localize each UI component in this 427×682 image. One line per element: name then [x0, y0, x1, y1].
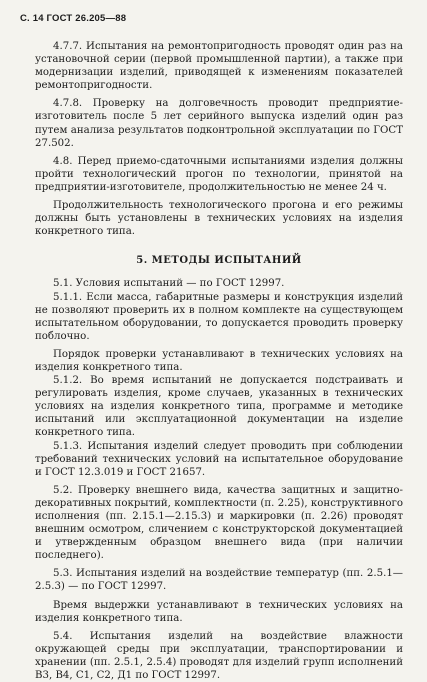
- paragraph: 4.7.8. Проверку на долговечность проводит предприятие-изготовитель после 5 лет серийного выпуска изделий один раз путем анализа результатов подконтрольной эксплуатации по ГОСТ 27.502.: [35, 98, 403, 149]
- paragraph: 5.1.1. Если масса, габаритные размеры и конструкция изделий не позволяют проверить их в полном комплекте на существующем испытательном оборудовании, то допускается проводить проверку поблочно.: [35, 291, 403, 342]
- paragraph: 5.3. Испытания изделий на воздействие температур (пп. 2.5.1—2.5.3) — по ГОСТ 12997.: [35, 568, 403, 593]
- paragraph: 5.2. Проверку внешнего вида, качества защитных и защитно-декоративных покрытий, комплектности (п. 2.25), конструктивного исполнения (пп. 2.15.1—2.15.3) и маркировки (п. 2.26) проводят внешним осмотром, сличением с конструкторской документацией и утвержденным образцом внешнего вида (при наличии последнего).: [35, 484, 403, 562]
- page-header: С. 14 ГОСТ 26.205—88: [20, 13, 127, 24]
- paragraph: 5.4. Испытания изделий на воздействие влажности окружающей среды при эксплуатации, транспортировании и хранении (пп. 2.5.1, 2.5.4) проводят для изделий групп исполнений В3, В4, С1, С2, Д1 по ГОСТ 12997.: [35, 630, 403, 682]
- paragraph: 5.1.3. Испытания изделий следует проводить при соблюдении требований технических условий на испытательное оборудование и ГОСТ 12.3.019 и ГОСТ 21657.: [35, 440, 403, 478]
- section-title: 5. МЕТОДЫ ИСПЫТАНИЙ: [136, 255, 302, 267]
- paragraph: Время выдержки устанавливают в технических условиях на изделия конкретного типа.: [35, 599, 403, 624]
- paragraph: 4.7.7. Испытания на ремонтопригодность проводят один раз на установочной серии (первой промышленной партии), а также при модернизации изделий, приводящей к изменениям показателей ремонтопригодности.: [35, 41, 403, 92]
- document-body: [35, 40, 403, 682]
- paragraph: Продолжительность технологического прогона и его режимы должны быть установлены в технических условиях на изделия конкретного типа.: [35, 200, 403, 238]
- paragraph: 4.8. Перед приемо-сдаточными испытаниями изделия должны пройти технологический прогон по технологии, принятой на предприятии-изготовителе, продолжительностью не менее 24 ч.: [35, 155, 403, 193]
- paragraph: 5.1. Условия испытаний — по ГОСТ 12997.: [53, 278, 285, 290]
- paragraph: Порядок проверки устанавливают в технических условиях на изделия конкретного типа.: [35, 348, 403, 373]
- paragraph: 5.1.2. Во время испытаний не допускается подстраивать и регулировать изделия, кроме случаев, указанных в технических условиях на изделия конкретного типа, программе и методике испытаний или эксплуатационной документации на изделие конкретного типа.: [35, 375, 403, 439]
